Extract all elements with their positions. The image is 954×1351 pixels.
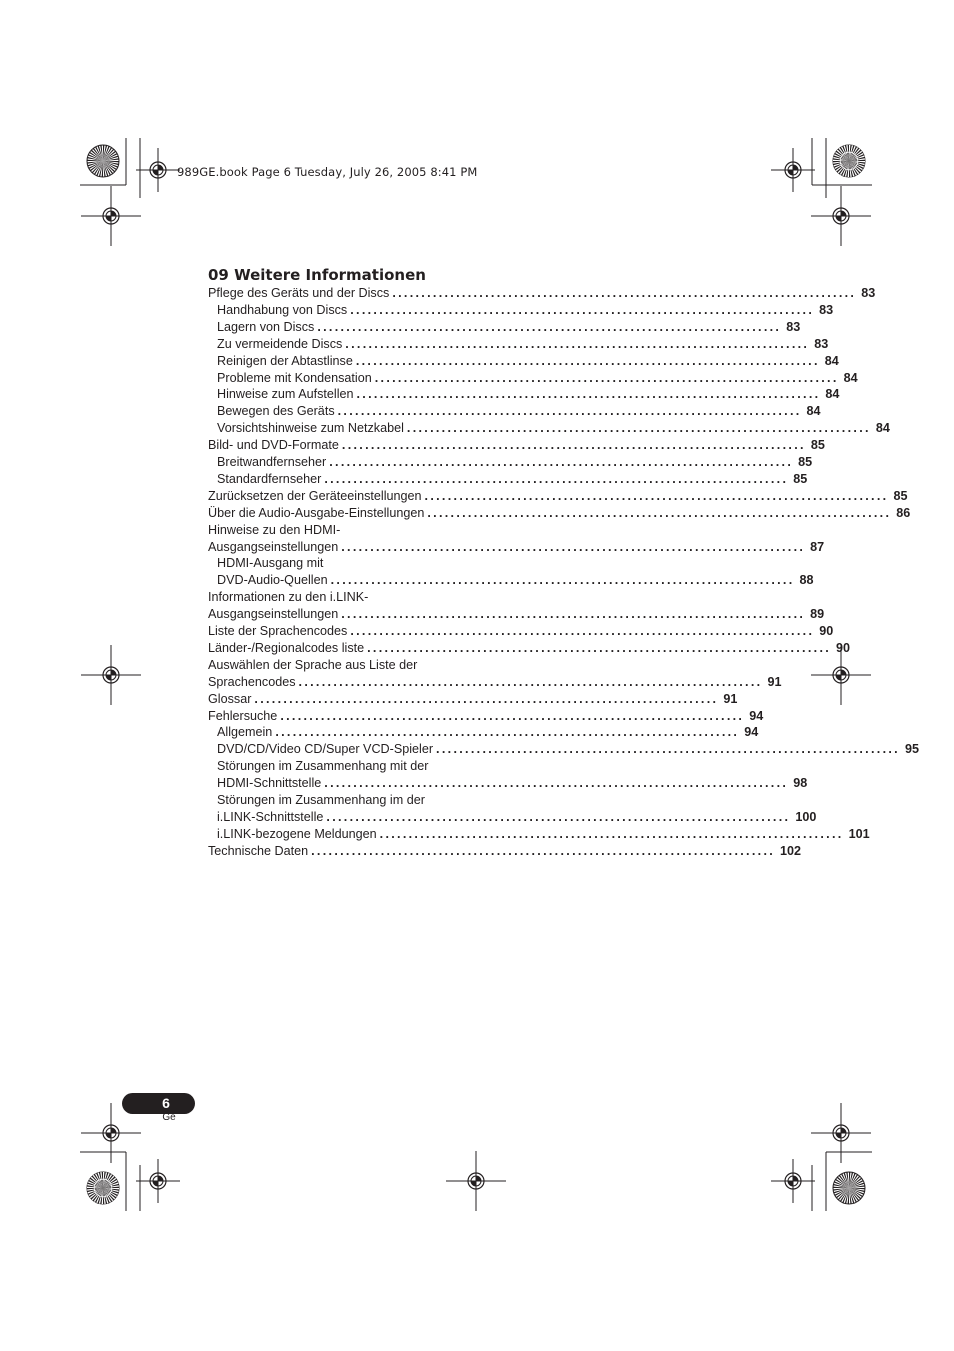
- toc-page-number: 89: [810, 607, 825, 622]
- toc-leader-dots: ................................................................................: [427, 505, 892, 520]
- toc-entry-title: Breitwandfernseher: [217, 455, 327, 469]
- toc-page-number: 83: [819, 302, 834, 317]
- toc-page-number: 91: [767, 674, 782, 689]
- toc-entry-title: Reinigen der Abtastlinse: [217, 353, 353, 368]
- toc-page-number: 90: [819, 624, 834, 638]
- toc-entry: [217, 454, 813, 471]
- toc-page-number: 83: [786, 319, 801, 334]
- toc-entry: [217, 775, 808, 792]
- sunburst-mark: [87, 1172, 119, 1204]
- toc-leader-dots: ................................................................................: [329, 455, 794, 469]
- crosshair-mark: [81, 645, 141, 705]
- toc-entry-line: Informationen zu den i.LINK-: [208, 590, 369, 605]
- toc-entry-title: Zu vermeidende Discs: [217, 336, 343, 351]
- toc-entry: [217, 353, 839, 370]
- toc-entry-title: Pflege des Geräts und der Discs: [208, 286, 390, 300]
- toc-entry: [208, 691, 738, 708]
- toc-entry-title: Probleme mit Kondensation: [217, 370, 372, 385]
- toc-entry-title: Allgemein: [217, 725, 273, 740]
- crosshair-mark: [136, 148, 180, 192]
- toc-entry: [217, 826, 870, 843]
- page-number: 6: [162, 1095, 170, 1111]
- toc-page-number: 94: [749, 708, 764, 723]
- toc-entry: [208, 539, 825, 556]
- toc-entry-title: Zurücksetzen der Geräteeinstellungen: [208, 488, 422, 503]
- toc-entry: [217, 370, 858, 387]
- page-language-code: Ge: [162, 1112, 176, 1123]
- toc-leader-dots: ................................................................................: [275, 725, 740, 740]
- toc-entry-title: Bewegen des Geräts: [217, 404, 335, 419]
- toc-page-number: 84: [825, 387, 840, 402]
- toc-entry-title: Ausgangseinstellungen: [208, 607, 339, 622]
- toc-entry-title: HDMI-Schnittstelle: [217, 776, 322, 791]
- toc-entry: [217, 403, 821, 420]
- toc-entry-title: Glossar: [208, 691, 252, 706]
- toc-page-number: 85: [893, 488, 908, 503]
- toc-entry: [217, 724, 759, 741]
- crosshair-mark: [446, 1151, 506, 1211]
- toc-leader-dots: ................................................................................: [280, 708, 745, 723]
- toc-entry-line: Störungen im Zusammenhang im der: [217, 793, 425, 807]
- toc-leader-dots: ................................................................................: [379, 826, 844, 841]
- toc-entry: [217, 741, 919, 758]
- toc-entry-title: Sprachencodes: [208, 674, 296, 689]
- toc-entry: [217, 336, 829, 353]
- toc-entry: [208, 708, 764, 725]
- toc-leader-dots: ................................................................................: [254, 691, 719, 706]
- toc-leader-dots: ................................................................................: [355, 353, 820, 368]
- toc-entry-title: Fehlersuche: [208, 708, 278, 723]
- table-of-contents: [208, 266, 919, 858]
- print-header: 989GE.book Page 6 Tuesday, July 26, 2005 8:41 PM: [177, 165, 478, 179]
- toc-page-number: 88: [799, 573, 814, 588]
- toc-leader-dots: ................................................................................: [424, 488, 889, 503]
- toc-leader-dots: ................................................................................: [341, 539, 806, 554]
- toc-page-number: 95: [904, 742, 919, 757]
- toc-entry: [208, 285, 876, 302]
- toc-entry-title: Bild- und DVD-Formate: [208, 438, 339, 453]
- toc-page-number: 84: [875, 421, 890, 436]
- toc-page-number: 84: [806, 404, 821, 419]
- toc-page-number: 98: [793, 776, 808, 791]
- crosshair-mark: [771, 1159, 815, 1203]
- toc-entry-title: Standardfernseher: [217, 471, 322, 486]
- toc-entry: [208, 843, 802, 860]
- toc-page-number: 86: [896, 505, 911, 520]
- toc-leader-dots: ................................................................................: [341, 607, 806, 622]
- toc-leader-dots: ................................................................................: [406, 421, 871, 436]
- toc-leader-dots: ................................................................................: [392, 286, 857, 300]
- toc-entry: [217, 809, 817, 826]
- toc-entry: [208, 623, 834, 640]
- toc-page-number: 85: [810, 438, 825, 453]
- crosshair-mark: [811, 186, 871, 246]
- crosshair-mark: [136, 1159, 180, 1203]
- toc-entry: [217, 302, 834, 319]
- toc-entry-title: Lagern von Discs: [217, 319, 315, 334]
- toc-entry: [217, 471, 808, 488]
- toc-page-number: 101: [848, 826, 870, 841]
- crosshair-mark: [81, 186, 141, 246]
- toc-leader-dots: ................................................................................: [436, 742, 900, 757]
- toc-leader-dots: ................................................................................: [311, 843, 776, 858]
- toc-leader-dots: ................................................................................: [317, 319, 782, 334]
- toc-entry: [208, 488, 908, 505]
- toc-leader-dots: ................................................................................: [326, 809, 791, 824]
- sunburst-mark: [833, 145, 865, 177]
- toc-entry: [208, 606, 825, 623]
- toc-page-number: 87: [810, 539, 825, 554]
- toc-leader-dots: ................................................................................: [330, 573, 795, 588]
- toc-page-number: 84: [824, 353, 839, 368]
- toc-page-number: 94: [744, 725, 759, 740]
- toc-page-number: 90: [836, 640, 851, 655]
- toc-entry-title: Ausgangseinstellungen: [208, 539, 339, 554]
- toc-page-number: 102: [780, 843, 802, 858]
- toc-entry-title: i.LINK-bezogene Meldungen: [217, 826, 377, 841]
- toc-entry: [208, 437, 825, 454]
- toc-leader-dots: ................................................................................: [341, 438, 806, 453]
- sunburst-mark: [833, 1172, 865, 1204]
- sunburst-mark: [87, 145, 119, 177]
- toc-entry-title: Über die Audio-Ausgabe-Einstellungen: [208, 505, 425, 520]
- toc-page-number: 91: [723, 691, 738, 706]
- toc-leader-dots: ................................................................................: [298, 674, 763, 689]
- toc-entry-line: Hinweise zu den HDMI-: [208, 522, 341, 537]
- toc-entry-title: Handhabung von Discs: [217, 302, 348, 317]
- toc-entry-title: DVD-Audio-Quellen: [217, 573, 328, 588]
- toc-page-number: 83: [861, 286, 876, 300]
- toc-leader-dots: ................................................................................: [350, 624, 815, 638]
- toc-page-number: 100: [795, 809, 817, 824]
- toc-entry-title: Vorsichtshinweise zum Netzkabel: [217, 421, 404, 436]
- toc-entry: [208, 640, 851, 657]
- toc-entry-title: Liste der Sprachencodes: [208, 624, 348, 638]
- toc-leader-dots: ................................................................................: [345, 336, 810, 351]
- toc-entry-title: Länder-/Regionalcodes liste: [208, 640, 365, 655]
- chapter-title: 09 Weitere Informationen: [208, 266, 426, 284]
- toc-entry: [217, 319, 801, 336]
- toc-entry: [208, 505, 911, 522]
- crosshair-mark: [771, 148, 815, 192]
- toc-entry: [217, 420, 890, 437]
- toc-entry-title: Technische Daten: [208, 843, 309, 858]
- toc-page-number: 83: [814, 336, 829, 351]
- toc-entry: [208, 674, 782, 691]
- toc-entry-line: Störungen im Zusammenhang mit der: [217, 759, 429, 774]
- toc-entry-line: Auswählen der Sprache aus Liste der: [208, 657, 418, 672]
- toc-page-number: 85: [793, 471, 808, 486]
- toc-entry: [217, 572, 814, 589]
- toc-entry-title: i.LINK-Schnittstelle: [217, 809, 324, 824]
- toc-leader-dots: ................................................................................: [367, 640, 832, 655]
- toc-page-number: 84: [843, 370, 858, 385]
- toc-entry-title: DVD/CD/Video CD/Super VCD-Spieler: [217, 742, 434, 757]
- toc-leader-dots: ................................................................................: [374, 370, 839, 385]
- toc-entry: [217, 386, 840, 403]
- toc-entry-title: Hinweise zum Aufstellen: [217, 387, 354, 402]
- crosshair-mark: [811, 1103, 871, 1163]
- toc-leader-dots: ................................................................................: [350, 302, 815, 317]
- toc-leader-dots: ................................................................................: [356, 387, 821, 402]
- toc-entry-line: HDMI-Ausgang mit: [217, 556, 324, 571]
- toc-leader-dots: ................................................................................: [324, 471, 789, 486]
- toc-leader-dots: ................................................................................: [324, 776, 789, 791]
- toc-leader-dots: ................................................................................: [337, 404, 802, 419]
- toc-page-number: 85: [798, 455, 813, 469]
